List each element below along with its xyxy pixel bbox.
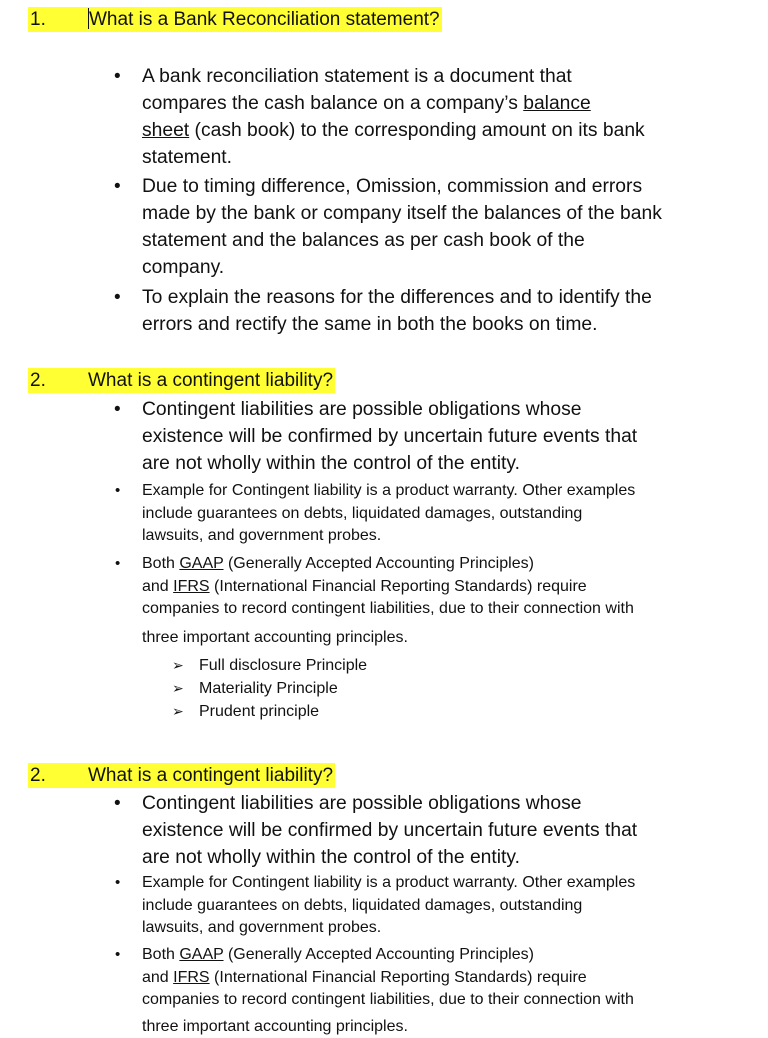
list-item-text: Both xyxy=(142,555,179,572)
q2-heading-highlight xyxy=(28,368,335,393)
list-item-line: lawsuits, and government probes. xyxy=(142,525,635,548)
q2-bullet-1 xyxy=(142,396,637,477)
list-item-line xyxy=(142,576,634,599)
principle-item: Full disclosure Principle xyxy=(199,655,367,678)
list-item-text: and xyxy=(142,578,173,595)
arrow-bullet-icon: ➢ xyxy=(172,657,184,674)
list-item-line: are not wholly within the control of the entity. xyxy=(142,450,637,477)
list-item-line xyxy=(142,553,634,576)
q2-repeat-bullet-2 xyxy=(142,872,635,940)
list-item-text: (cash book) to the corresponding amount on its bank xyxy=(189,120,645,141)
list-item-line: include guarantees on debts, liquidated damages, outstanding xyxy=(142,503,635,526)
list-item-text: Both xyxy=(142,946,179,963)
list-item-line xyxy=(142,944,634,967)
bullet-icon: • xyxy=(115,946,120,963)
q2-title: What is a contingent liability? xyxy=(88,370,333,391)
q2-number: 2. xyxy=(30,368,88,393)
list-item-line: existence will be confirmed by uncertain future events that xyxy=(142,817,637,844)
q2-bullet-3 xyxy=(142,553,634,649)
q2-repeat-heading xyxy=(28,763,335,788)
q1-heading xyxy=(28,7,442,32)
list-item-line: Contingent liabilities are possible obligations whose xyxy=(142,790,637,817)
q1-heading-highlight xyxy=(28,7,442,32)
list-item-text: compares the cash balance on a company’s xyxy=(142,93,523,114)
list-item-line: companies to record contingent liabilities, due to their connection with xyxy=(142,598,634,621)
arrow-bullet-icon: ➢ xyxy=(172,703,184,720)
q2-repeat-number: 2. xyxy=(30,763,88,788)
list-item-line: To explain the reasons for the differences and to identify the xyxy=(142,284,652,311)
q1-bullet-3 xyxy=(142,284,652,338)
list-item-line: include guarantees on debts, liquidated damages, outstanding xyxy=(142,895,635,918)
bullet-icon: • xyxy=(114,176,121,198)
bullet-icon: • xyxy=(114,399,121,421)
list-item-line: are not wholly within the control of the entity. xyxy=(142,844,637,871)
list-item-line: errors and rectify the same in both the books on time. xyxy=(142,311,652,338)
principle-item: Prudent principle xyxy=(199,701,319,724)
list-item-text: (Generally Accepted Accounting Principles) xyxy=(224,555,534,572)
list-item-line: lawsuits, and government probes. xyxy=(142,917,635,940)
list-item-line xyxy=(142,90,645,117)
list-item-line xyxy=(142,117,645,144)
bullet-icon: • xyxy=(114,66,121,88)
list-item-line: companies to record contingent liabilities, due to their connection with xyxy=(142,989,634,1012)
arrow-bullet-icon: ➢ xyxy=(172,680,184,697)
gaap-link[interactable]: GAAP xyxy=(179,555,223,572)
q2-repeat-title: What is a contingent liability? xyxy=(88,765,333,786)
q2-repeat-heading-highlight xyxy=(28,763,335,788)
bullet-icon: • xyxy=(114,793,121,815)
principle-item: Materiality Principle xyxy=(199,678,338,701)
list-item-line: Example for Contingent liability is a product warranty. Other examples xyxy=(142,872,635,895)
list-item-line: three important accounting principles. xyxy=(142,1016,634,1038)
list-item-line: Due to timing difference, Omission, commission and errors xyxy=(142,173,662,200)
bullet-icon: • xyxy=(114,287,121,309)
gaap-link[interactable]: GAAP xyxy=(179,946,223,963)
q1-title: What is a Bank Reconciliation statement? xyxy=(89,9,440,30)
q1-bullet-1 xyxy=(142,63,645,171)
list-item-text: and xyxy=(142,969,173,986)
ifrs-link[interactable]: IFRS xyxy=(173,578,209,595)
balance-sheet-link-2[interactable]: sheet xyxy=(142,120,189,141)
balance-sheet-link[interactable]: balance xyxy=(523,93,591,114)
q2-bullet-2 xyxy=(142,480,635,548)
list-item-line: statement. xyxy=(142,144,645,171)
list-item-line xyxy=(142,967,634,990)
list-item-line: Example for Contingent liability is a product warranty. Other examples xyxy=(142,480,635,503)
list-item-line: statement and the balances as per cash book of the xyxy=(142,227,662,254)
list-item-line: Contingent liabilities are possible obligations whose xyxy=(142,396,637,423)
q1-bullet-2 xyxy=(142,173,662,281)
list-item-line: made by the bank or company itself the balances of the bank xyxy=(142,200,662,227)
bullet-icon: • xyxy=(115,482,120,499)
list-item-line: A bank reconciliation statement is a document that xyxy=(142,63,645,90)
ifrs-link[interactable]: IFRS xyxy=(173,969,209,986)
bullet-icon: • xyxy=(115,555,120,572)
bullet-icon: • xyxy=(115,874,120,891)
list-item-line: existence will be confirmed by uncertain future events that xyxy=(142,423,637,450)
list-item-text: (Generally Accepted Accounting Principles) xyxy=(224,946,534,963)
list-item-text: (International Financial Reporting Standards) require xyxy=(210,578,587,595)
list-item-line: three important accounting principles. xyxy=(142,627,634,650)
list-item-line: company. xyxy=(142,254,662,281)
list-item-text: (International Financial Reporting Standards) require xyxy=(210,969,587,986)
q2-repeat-bullet-1 xyxy=(142,790,637,871)
q1-number: 1. xyxy=(30,7,88,32)
q2-heading xyxy=(28,368,335,393)
